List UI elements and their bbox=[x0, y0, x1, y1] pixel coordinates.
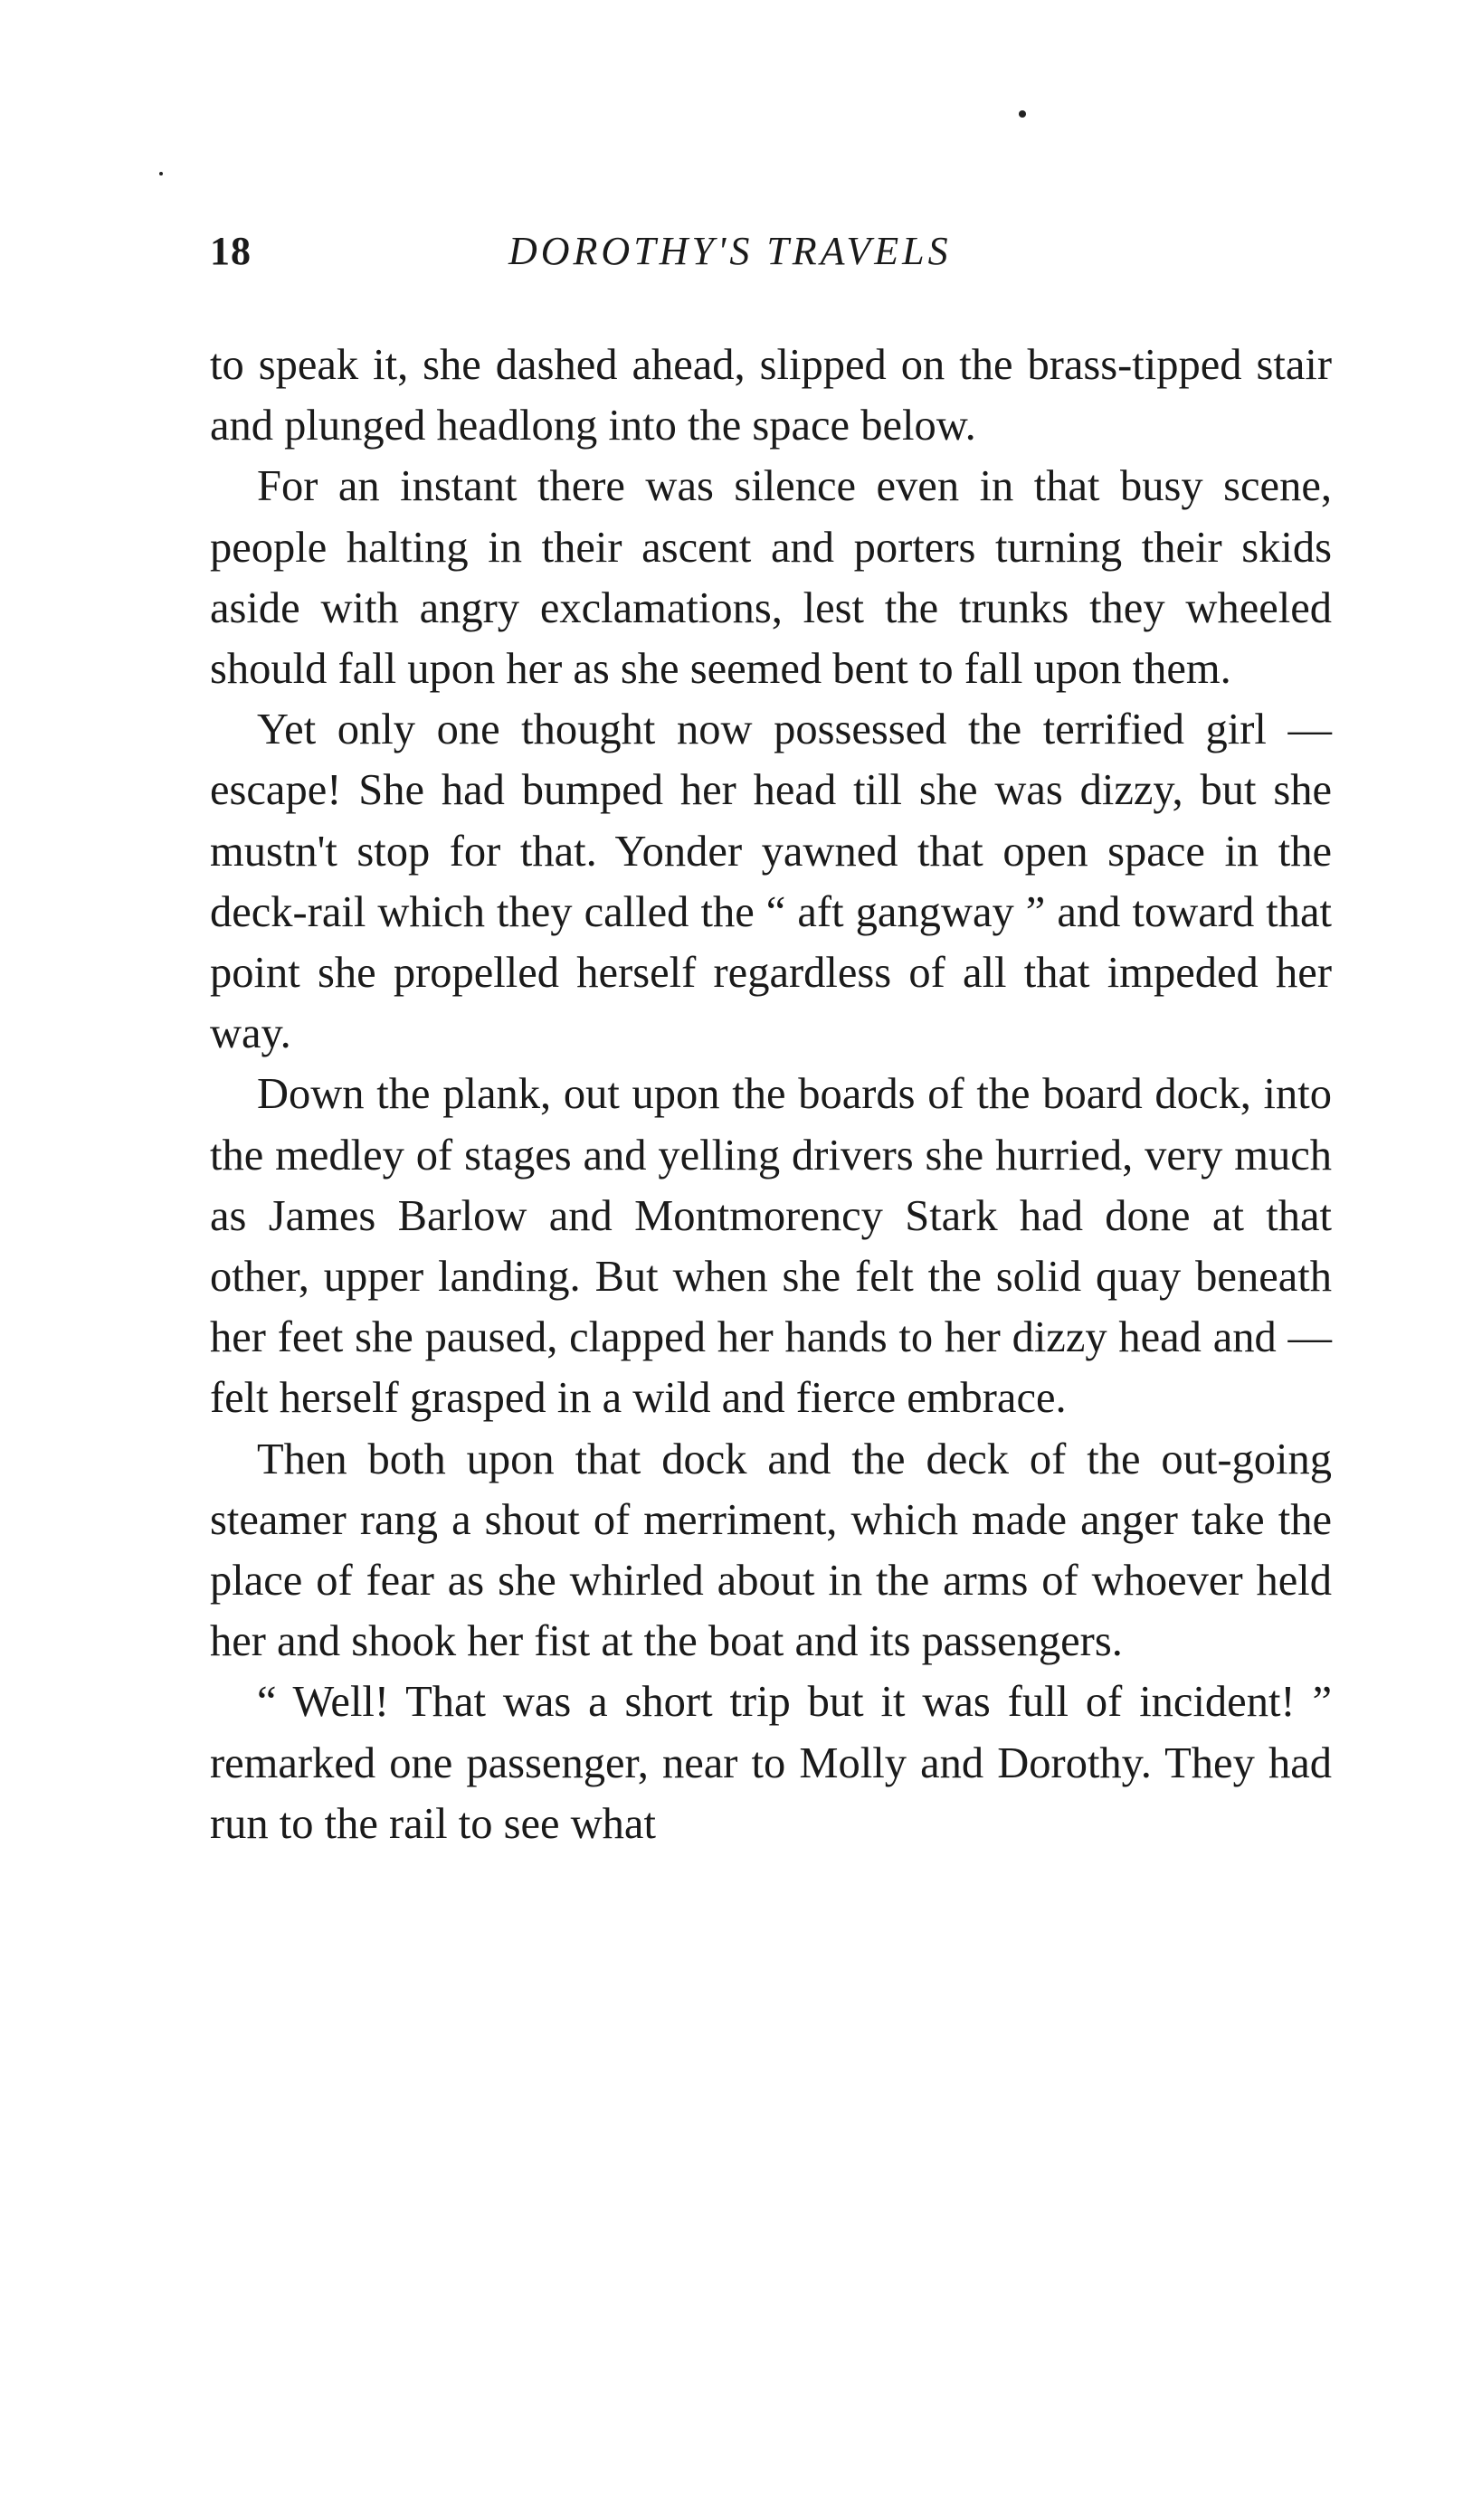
ink-speck bbox=[159, 172, 163, 175]
paragraph: “ Well! That was a short trip but it was full of incident! ” remarked one passenger, near to Molly and Dorothy. They had run to the rail to see what bbox=[210, 1678, 1332, 1848]
paragraph: For an instant there was silence even in that busy scene, people halting in their ascent and porters turning their skids aside with angry exclamations, lest the trunks they wheeled should fall upon her as she seemed bent to fall upon them. bbox=[210, 462, 1332, 694]
page-header bbox=[210, 228, 1332, 291]
page-number: 18 bbox=[210, 229, 252, 273]
paragraph: Then both upon that dock and the deck of the out-going steamer rang a shout of merriment, which made anger take the place of fear as she whirled about in the arms of whoever held her and shook her fist at the boat and its passengers. bbox=[210, 1435, 1332, 1666]
running-title: DOROTHY'S TRAVELS bbox=[508, 229, 952, 273]
ink-speck bbox=[1019, 110, 1026, 118]
paragraph: to speak it, she dashed ahead, slipped on the brass-tipped stair and plunged headlong into the space below. bbox=[210, 341, 1332, 450]
body-text bbox=[210, 335, 1332, 1854]
paragraph: Down the plank, out upon the boards of the board dock, into the medley of stages and yelling drivers she hurried, very much as James Barlow and Montmorency Stark had done at that other, upper landing. But when she felt the solid quay beneath her feet she paused, clapped her hands to her dizzy head and — felt herself grasped in a wild and fierce embrace. bbox=[210, 1070, 1332, 1423]
paragraph: Yet only one thought now possessed the terrified girl — escape! She had bumped her head till she was dizzy, but she mustn't stop for that. Yonder yawned that open space in the deck-rail which they called the “ aft gangway ” and toward that point she propelled herself regardless of all that impeded her way. bbox=[210, 706, 1332, 1058]
